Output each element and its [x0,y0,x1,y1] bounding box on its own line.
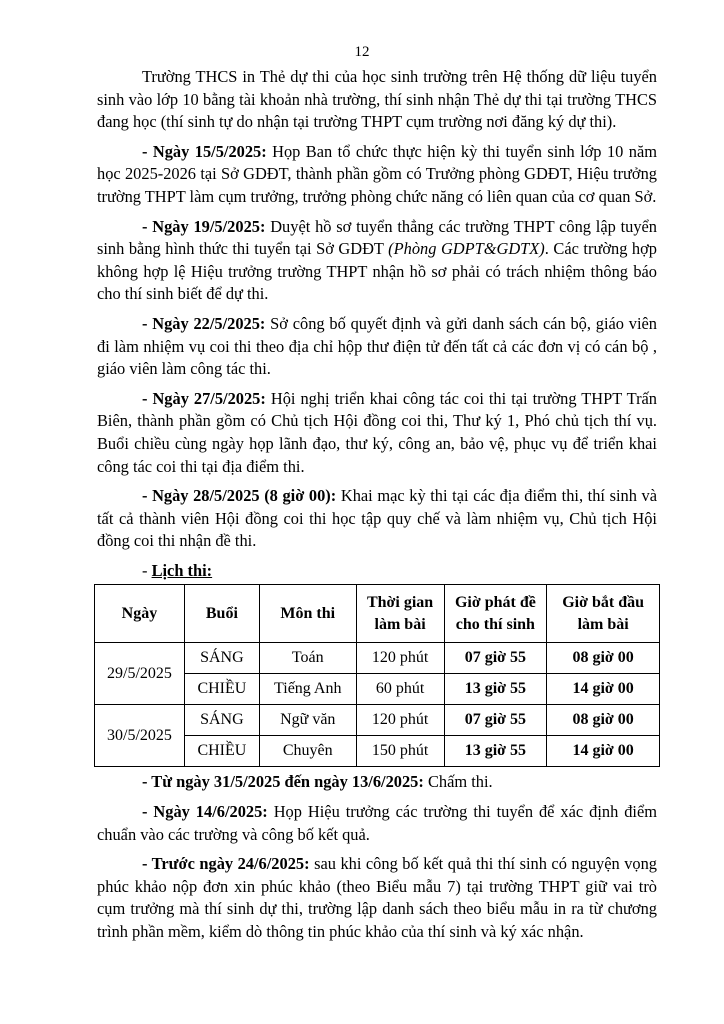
paragraph-22-5 [97,313,657,381]
cell-duration: 120 phút [356,643,444,674]
table-header-row [95,585,660,643]
paragraph-text: Họp Hiệu trưởng các trường thi tuyển để xác định điểm chuẩn vào các trường và công bố kết quả. [97,802,657,844]
cell-start-time: 08 giờ 00 [547,705,660,736]
table-row [95,705,660,736]
paragraph-text: Khai mạc kỳ thi tại các địa điểm thi, thí sinh và tất cả thành viên Hội đồng coi thi học tập quy chế và làm nhiệm vụ, Chủ tịch Hội đồng coi thi nhận đề thi. [97,486,657,551]
paragraph-text: Chấm thi. [423,772,493,792]
header-duration: Thời gian làm bài [356,585,444,643]
paragraph-15-5 [97,141,657,209]
exam-schedule-table [94,584,660,767]
cell-duration: 120 phút [356,705,444,736]
date-lead: - Ngày 27/5/2025: [142,388,266,408]
header-day: Ngày [95,585,185,643]
cell-subject: Chuyên [259,736,356,767]
cell-subject: Tiếng Anh [259,674,356,705]
cell-start-time: 08 giờ 00 [547,643,660,674]
cell-date: 29/5/2025 [95,643,185,705]
cell-session: SÁNG [184,643,259,674]
paragraph-text: sau khi công bố kết quả thi thí sinh có nguyện vọng phúc khảo nộp đơn xin phúc khảo (theo Biểu mẫu 7) tại trường THPT giữ vai trò cụm trưởng mà thí sinh dự thi, trường lập danh sách theo biểu mẫu in ra từ chương trình phần mềm, kiểm dò thông tin phúc khảo của thí sinh và ký xác nhận. [97,854,657,942]
header-start-time: Giờ bắt đầu làm bài [547,585,660,643]
page-number: 12 [354,44,370,60]
document-body [97,66,657,951]
paragraph-text: Sở công bố quyết định và gửi danh sách cán bộ, giáo viên đi làm nhiệm vụ coi thi theo địa chỉ hộp thư điện tử đến tất cả các đơn vị có cán bộ , giáo viên làm công tác thi. [97,313,657,379]
header-session: Buổi [184,585,259,643]
paragraph-thcs-exam-card: Trường THCS in Thẻ dự thi của học sinh trường trên Hệ thống dữ liệu tuyển sinh vào lớp 10 bằng tài khoản nhà trường, thí sinh nhận Thẻ dự thi tại trường THCS đang học (thí sinh tự do nhận tại trường THPT cụm trường nơi đăng ký dự thi). [97,67,657,132]
date-lead: - Ngày 22/5/2025: [142,313,266,333]
schedule-dash: - [142,560,152,580]
cell-subject: Toán [259,643,356,674]
cell-duration: 60 phút [356,674,444,705]
table-row [95,643,660,674]
paragraph-text: Họp Ban tổ chức thực hiện kỳ thi tuyển sinh lớp 10 năm học 2025-2026 tại Sở GDĐT, thành phần gồm có Trưởng phòng GDĐT, Hiệu trưởng trường THPT làm cụm trưởng, trưởng phòng chức năng có liên quan của cơ quan Sở. [97,141,657,206]
date-lead: - Ngày 14/6/2025: [142,802,268,822]
paragraph-before-24-6 [97,853,657,943]
schedule-label: Lịch thi: [151,560,213,580]
date-lead: - Trước ngày 24/6/2025: [142,854,310,874]
paragraph-31-5-to-13-6 [97,771,657,794]
cell-hand-out-time: 13 giờ 55 [444,736,547,767]
date-lead: - Từ ngày 31/5/2025 đến ngày 13/6/2025: [142,772,424,792]
date-lead: - Ngày 15/5/2025: [142,141,267,161]
header-hand-out-time: Giờ phát đề cho thí sinh [444,585,547,643]
schedule-heading [97,560,657,583]
cell-hand-out-time: 13 giờ 55 [444,674,547,705]
cell-start-time: 14 giờ 00 [547,736,660,767]
cell-session: CHIỀU [184,674,259,705]
cell-date: 30/5/2025 [95,705,185,767]
date-lead: - Ngày 28/5/2025 (8 giờ 00): [142,486,337,506]
cell-session: SÁNG [184,705,259,736]
paragraph-14-6 [97,801,657,846]
header-subject: Môn thi [259,585,356,643]
cell-start-time: 14 giờ 00 [547,674,660,705]
paragraph-27-5 [97,388,657,478]
cell-session: CHIỀU [184,736,259,767]
cell-subject: Ngữ văn [259,705,356,736]
paragraph-text: Duyệt hồ sơ tuyển thẳng các trường THPT công lập tuyển sinh bằng hình thức thi tuyển tại Sở GDĐT [97,216,658,259]
cell-duration: 150 phút [356,736,444,767]
cell-hand-out-time: 07 giờ 55 [444,643,547,674]
paragraph-28-5 [97,485,657,553]
paragraph-text: Hội nghị triển khai công tác coi thi tại trường THPT Trấn Biên, thành phần gồm có Chủ tịch Hội đồng coi thi, Thư ký 1, Phó chủ tịch thí vụ. Buổi chiều cùng ngày họp lãnh đạo, thư ký, công an, bảo vệ, phục vụ để triển khai công tác coi thi tại địa điểm thi. [97,388,658,476]
paragraph-text-tail: . Các trường hợp không hợp lệ Hiệu trưởng trường THPT nhận hồ sơ phải có trách nhiệm thông báo cho thí sinh biết để dự thi. [97,239,657,304]
cell-hand-out-time: 07 giờ 55 [444,705,547,736]
paragraph-italic-note: (Phòng GDPT&GDTX) [388,239,545,259]
date-lead: - Ngày 19/5/2025: [142,216,266,236]
paragraph-19-5 [97,216,657,306]
